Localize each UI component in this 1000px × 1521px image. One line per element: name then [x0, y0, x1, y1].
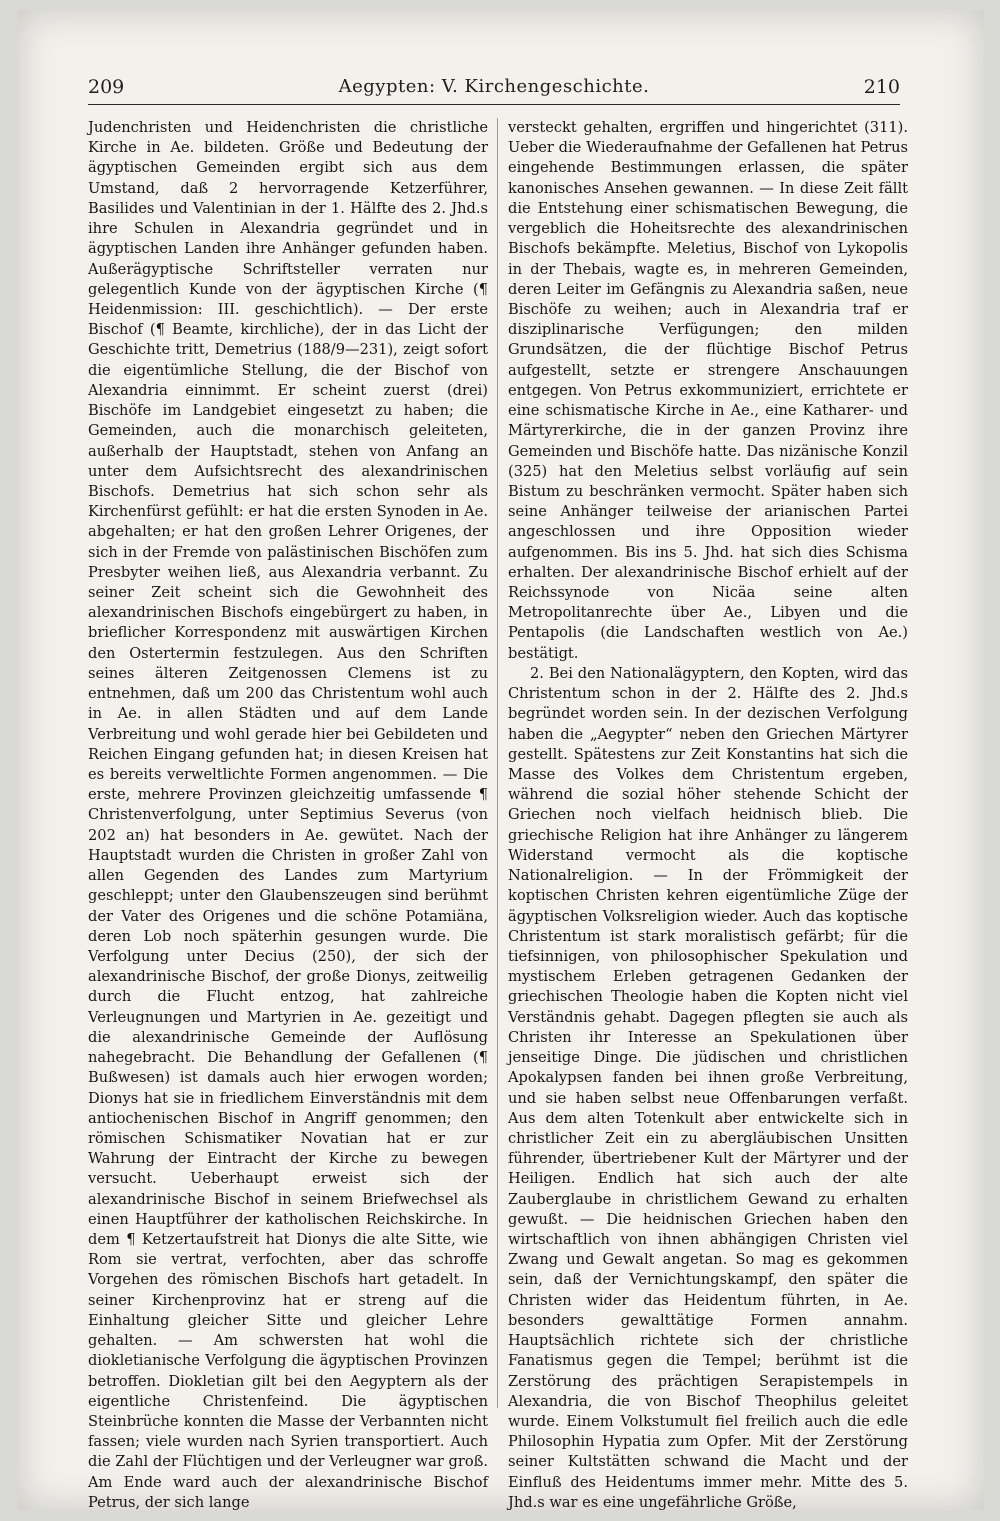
running-header — [88, 74, 900, 102]
left-paragraph-1: Judenchristen und Heidenchristen die christliche Kirche in Ae. bildeten. Größe und Bedeutung der ägyptischen Gemeinden ergibt sich aus dem Umstand, daß 2 hervorragende Ketzerführer, Basilides und Valentinian in der 1. Hälfte des 2. Jhd.s ihre Schulen in Alexandria gegründet und in ägyptischen Landen ihre Anhänger gefunden haben. Außerägyptische Schriftsteller verraten nur gelegentlich Kunde von der ägyptischen Kirche (¶ Heidenmission: III. geschichtlich). — Der erste Bischof (¶ Beamte, kirchliche), der in das Licht der Geschichte tritt, Demetrius (188/9—231), zeigt sofort die eigentümliche Stellung, die der Bischof von Alexandria einnimmt. Er scheint zuerst (drei) Bischöfe im Landgebiet eingesetzt zu haben; die Gemeinden, auch die monarchisch geleiteten, außerhalb der Hauptstadt, stehen von Anfang an unter dem Aufsichtsrecht des alexandrinischen Bischofs. Demetrius hat sich schon sehr als Kirchenfürst gefühlt: er hat die ersten Synoden in Ae. abgehalten; er hat den großen Lehrer Origenes, der sich in der Fremde von palästinischen Bischöfen zum Presbyter weihen ließ, aus Alexandria verbannt. Zu seiner Zeit scheint sich die Gewohnheit des alexandrinischen Bischofs eingebürgert zu haben, in brieflicher Korrespondenz mit auswärtigen Kirchen den Ostertermin festzulegen. Aus den Schriften seines älteren Zeitgenossen Clemens ist zu entnehmen, daß um 200 das Christentum wohl auch in Ae. in allen Städten und auf dem Lande Verbreitung und wohl gerade hier bei Gebildeten und Reichen Eingang gefunden hat; in diesen Kreisen hat es bereits verweltlichte Formen angenommen. — Die erste, mehrere Provinzen gleichzeitig umfassende ¶ Christenverfolgung, unter Septimius Severus (von 202 an) hat besonders in Ae. gewütet. Nach der Hauptstadt wurden die Christen in großer Zahl von allen Gegenden des Landes zum Martyrium geschleppt; unter den Glaubenszeugen sind berühmt der Vater des Origenes und die schöne Potamiäna, deren Lob noch späterhin gesungen wurde. Die Verfolgung unter Decius (250), der sich der alexandrinische Bischof, der große Dionys, zeitweilig durch die Flucht entzog, hat zahlreiche Verleugnungen und Martyrien in Ae. gezeitigt und die alexandrinische Gemeinde der Auflösung nahegebracht. Die Behandlung der Gefallenen (¶ Bußwesen) ist damals auch hier erwogen worden; Dionys hat sie in friedlichem Einverständnis mit dem antiochenischen Bischof in Angriff genommen; den römischen Schismatiker Novatian hat er zur Wahrung der Eintracht der Kirche zu bewegen versucht. Ueberhaupt erweist sich der alexandrinische Bischof in seinem Briefwechsel als einen Hauptführer der katholischen Reichskirche. In dem ¶ Ketzertaufstreit hat Dionys die alte Sitte, wie Rom sie vertrat, verfochten, aber das schroffe Vorgehen des römischen Bischofs hart getadelt. In seiner Kirchenprovinz hat er streng auf die Einhaltung gleicher Sitte und gleicher Lehre gehalten. — Am schwersten hat wohl die diokletianische Verfolgung die ägyptischen Provinzen betroffen. Diokletian gilt bei den Aegyptern als der eigentliche Christenfeind. Die ägyptischen Steinbrüche konnten die Masse der Verbannten nicht fassen; viele wurden nach Syrien transportiert. Auch die Zahl der Flüchtigen und der Verleugner war groß. Am Ende ward auch der alexandrinische Bischof Petrus, der sich lange — [88, 119, 488, 1511]
right-paragraph-2: 2. Bei den Nationalägyptern, den Kopten, wird das Christentum schon in der 2. Hälfte des 2. Jhd.s begründet worden sein. In der dezischen Verfolgung haben die „Aegypter“ neben den Griechen Märtyrer gestellt. Spätestens zur Zeit Konstantins hat sich die Masse des Volkes dem Christentum ergeben, während die sozial höher stehende Schicht der Griechen noch vielfach heidnisch blieb. Die griechische Religion hat ihre Anhänger zu längerem Widerstand vermocht als die koptische Nationalreligion. — In der Frömmigkeit der koptischen Christen kehren eigentümliche Züge der ägyptischen Volksreligion wieder. Auch das koptische Christentum ist stark moralistisch gefärbt; für die tiefsinnigen, von philosophischer Spekulation und mystischem Erleben getragenen Gedanken der griechischen Theologie haben die Kopten nicht viel Verständnis gehabt. Dagegen pflegten sie auch als Christen ihr Interesse an Spekulationen über jenseitige Dinge. Die jüdischen und christlichen Apokalypsen fanden bei ihnen große Verbreitung, und sie haben selbst neue Offenbarungen verfaßt. Aus dem alten Totenkult aber entwickelte sich in christlicher Zeit ein zu abergläubischen Unsitten führender, übertriebener Kult der Märtyrer und der Heiligen. Endlich hat sich auch der alte Zauberglaube in christlichem Gewand zu erhalten gewußt. — Die heidnischen Griechen haben den wirtschaftlich von ihnen abhängigen Christen viel Zwang und Gewalt angetan. So mag es gekommen sein, daß der Vernichtungskampf, den später die Christen wider das Heidentum führten, in Ae. besonders gewalttätige Formen annahm. Hauptsächlich richtete sich der christliche Fanatismus gegen die Tempel; berühmt ist die Zerstörung des prächtigen Serapistempels in Alexandria, die von Bischof Theophilus geleitet wurde. Einem Volkstumult fiel freilich auch die edle Philosophin Hypatia zum Opfer. Mit der Zerstörung seiner Kultstätten schwand die Macht und der Einfluß des Heidentums immer mehr. Mitte des 5. Jhd.s war es eine ungefährliche Größe, — [508, 664, 908, 1511]
right-column — [508, 118, 908, 1511]
right-paragraph-1: versteckt gehalten, ergriffen und hingerichtet (311). Ueber die Wiederaufnahme der Gefallenen hat Petrus eingehende Bestimmungen erlassen, die später kanonisches Ansehen gewannen. — In diese Zeit fällt die Entstehung einer schismatischen Bewegung, die vergeblich die Hoheitsrechte des alexandrinischen Bischofs bekämpfte. Meletius, Bischof von Lykopolis in der Thebais, wagte es, in mehreren Gemeinden, deren Leiter im Gefängnis zu Alexandria saßen, neue Bischöfe zu weihen; auch in Alexandria traf er disziplinarische Verfügungen; den milden Grundsätzen, die der flüchtige Bischof Petrus aufgestellt, setzte er strengere Anschauungen entgegen. Von Petrus exkommuniziert, errichtete er eine schismatische Kirche in Ae., eine Katharer- und Märtyrerkirche, die in der ganzen Provinz ihre Gemeinden und Bischöfe hatte. Das nizänische Konzil (325) hat den Meletius selbst vorläufig auf sein Bistum zu beschränken vermocht. Später haben sich seine Anhänger teilweise der arianischen Partei angeschlossen und ihre Opposition wieder aufgenommen. Bis ins 5. Jhd. hat sich dies Schisma erhalten. Der alexandrinische Bischof erhielt auf der Reichssynode von Nicäa seine alten Metropolitanrechte über Ae., Libyen und die Pentapolis (die Landschaften westlich von Ae.) bestätigt. — [508, 119, 908, 662]
header-rule — [88, 104, 900, 105]
running-title: Aegypten: V. Kirchengeschichte. — [338, 76, 650, 97]
page-number-left: 209 — [88, 76, 125, 98]
page-number-right: 210 — [863, 76, 900, 98]
left-column — [88, 118, 488, 1511]
column-divider — [497, 118, 498, 1408]
